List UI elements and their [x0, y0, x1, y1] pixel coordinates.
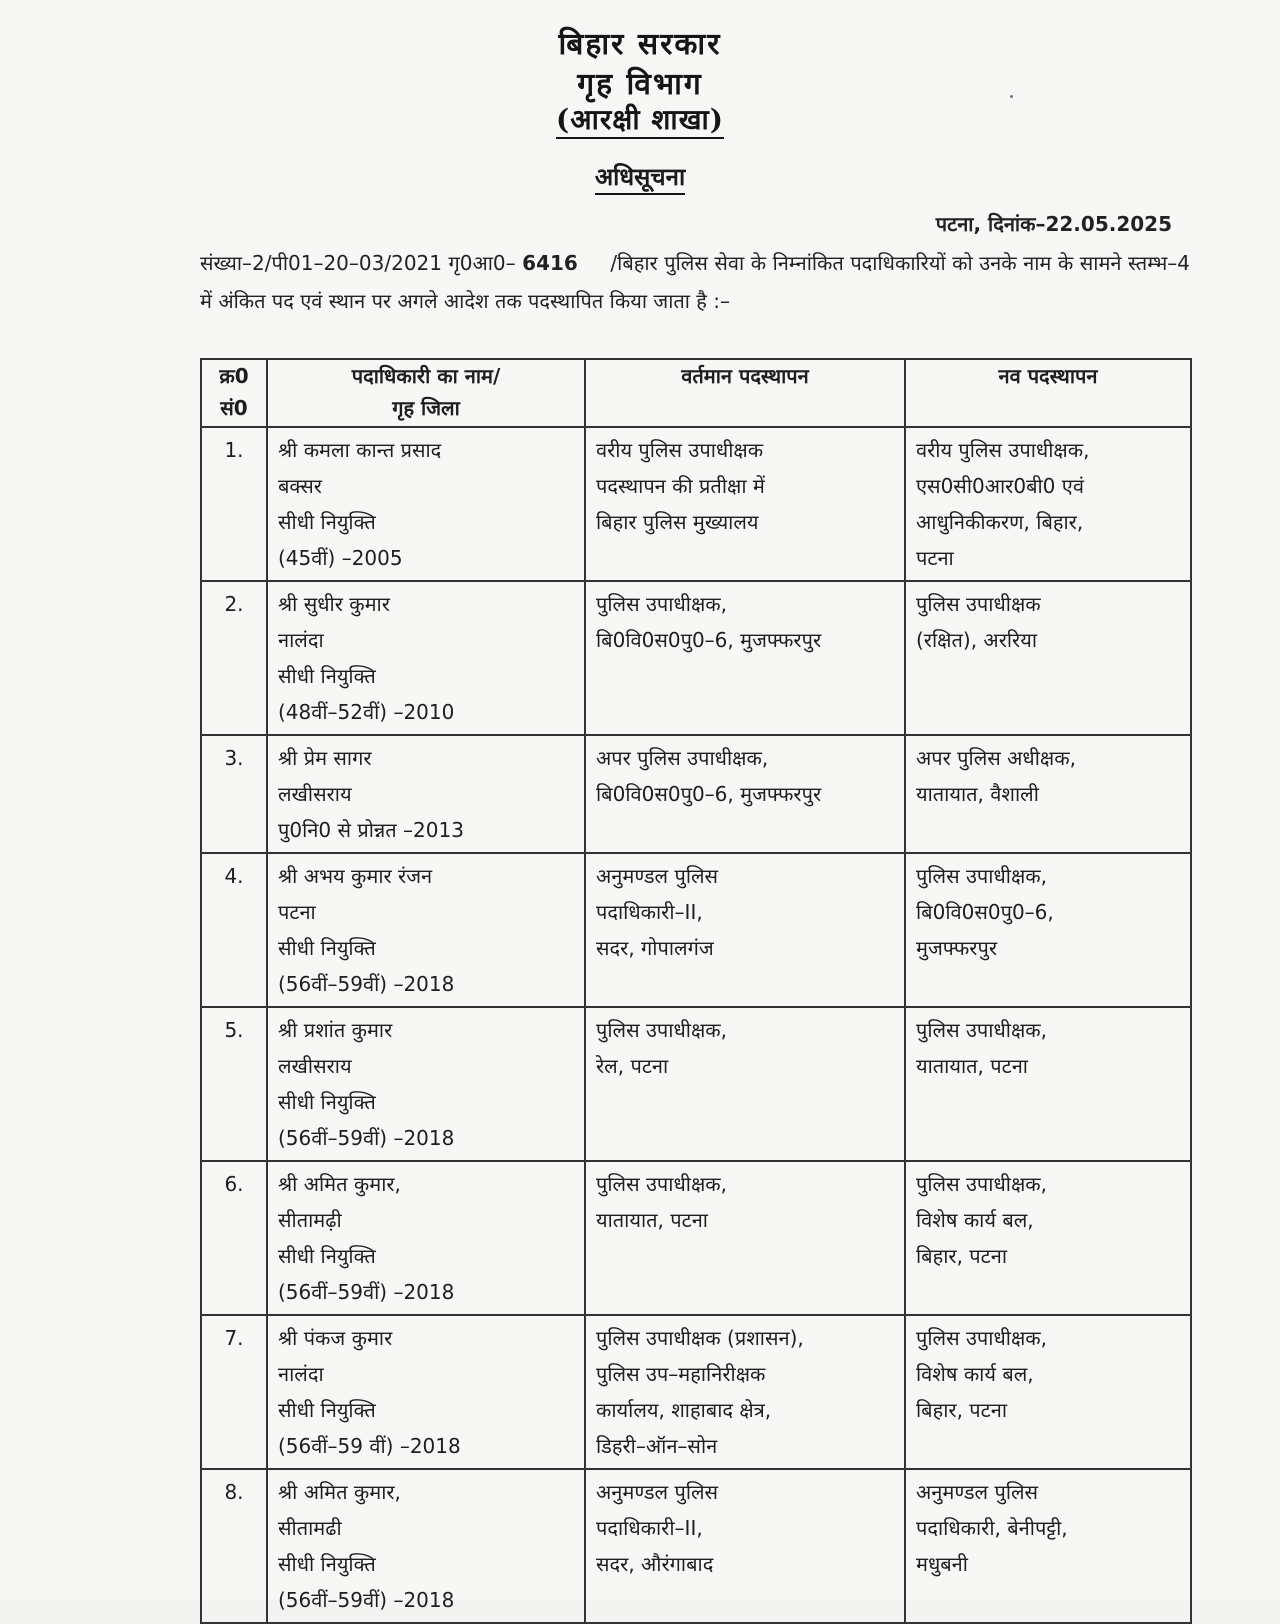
officer-name-cell — [267, 735, 585, 853]
officer-name-line: (45वीं) –2005 — [278, 546, 403, 570]
current-posting-line: बि0वि0स0पु0–6, मुजफ्फरपुर — [596, 628, 822, 652]
current-posting-cell — [585, 427, 905, 581]
header-sno — [201, 359, 267, 427]
officer-name-line: बक्सर — [278, 474, 322, 498]
officer-name-line: सीतामढी — [278, 1516, 342, 1540]
table-header-row — [201, 359, 1191, 427]
current-posting-line: पुलिस उपाधीक्षक, — [596, 1172, 728, 1196]
notification-title-text: अधिसूचना — [595, 162, 685, 195]
officer-name-line: श्री अमित कुमार, — [278, 1172, 401, 1196]
new-posting-line: पुलिस उपाधीक्षक, — [916, 1172, 1048, 1196]
new-posting-line: विशेष कार्य बल, — [916, 1362, 1034, 1386]
officer-name-line: पटना — [278, 900, 316, 924]
serial-number-cell: 8. — [201, 1469, 267, 1623]
officer-name-line: नालंदा — [278, 1362, 324, 1386]
new-posting-line: अपर पुलिस अधीक्षक, — [916, 746, 1076, 770]
officer-name-line: सीतामढ़ी — [278, 1208, 342, 1232]
new-posting-line: (रक्षित), अररिया — [916, 628, 1038, 652]
new-posting-line: पदाधिकारी, बेनीपट्टी, — [916, 1516, 1068, 1540]
officer-name-cell — [267, 1161, 585, 1315]
reference-number-prefix: संख्या–2/पी01–20–03/2021 गृ0आ0– — [200, 251, 516, 275]
table-row — [201, 853, 1191, 1007]
header-name-line: पदाधिकारी का नाम/ — [351, 364, 501, 388]
branch-title-text: (आरक्षी शाखा) — [556, 103, 724, 139]
table-row — [201, 735, 1191, 853]
reference-text: /बिहार पुलिस सेवा के निम्नांकित पदाधिकारियों को उनके नाम के सामने स्तम्भ–4 में अंकित पद एवं स्थान पर अगले आदेश तक पदस्थापित किया जाता है :– — [200, 251, 1190, 313]
officer-name-line: (48वीं–52वीं) –2010 — [278, 700, 455, 724]
table-row — [201, 1007, 1191, 1161]
officer-name-line: श्री प्रशांत कुमार — [278, 1018, 393, 1042]
current-posting-line: अनुमण्डल पुलिस — [596, 1480, 719, 1504]
header-name-line: गृह जिला — [392, 396, 460, 420]
serial-number-cell: 4. — [201, 853, 267, 1007]
new-posting-line: वरीय पुलिस उपाधीक्षक, — [916, 438, 1090, 462]
new-posting-line: बि0वि0स0पु0–6, — [916, 900, 1054, 924]
serial-number-cell: 7. — [201, 1315, 267, 1469]
current-posting-line: सदर, औरंगाबाद — [596, 1552, 714, 1576]
new-posting-line: मधुबनी — [916, 1552, 968, 1576]
current-posting-line: अपर पुलिस उपाधीक्षक, — [596, 746, 769, 770]
current-posting-line: अनुमण्डल पुलिस — [596, 864, 719, 888]
new-posting-cell — [905, 427, 1191, 581]
officer-name-line: सीधी नियुक्ति — [278, 664, 376, 688]
new-posting-cell — [905, 1315, 1191, 1469]
current-posting-line: पदाधिकारी–II, — [596, 1516, 703, 1540]
officer-name-cell — [267, 581, 585, 735]
new-posting-line: अनुमण्डल पुलिस — [916, 1480, 1039, 1504]
new-posting-line: पुलिस उपाधीक्षक — [916, 592, 1041, 616]
branch-title — [0, 100, 1280, 138]
header-new-posting — [905, 359, 1191, 427]
serial-number-cell: 6. — [201, 1161, 267, 1315]
new-posting-cell — [905, 1161, 1191, 1315]
current-posting-line: रेल, पटना — [596, 1054, 669, 1078]
officer-name-cell — [267, 853, 585, 1007]
officer-name-line: श्री अभय कुमार रंजन — [278, 864, 433, 888]
table-row — [201, 581, 1191, 735]
officer-name-cell — [267, 1007, 585, 1161]
officer-name-line: (56वीं–59वीं) –2018 — [278, 1588, 455, 1612]
officer-name-line: (56वीं–59वीं) –2018 — [278, 1280, 455, 1304]
header-current-posting — [585, 359, 905, 427]
new-posting-line: एस0सी0आर0बी0 एवं — [916, 474, 1084, 498]
new-posting-line: पटना — [916, 546, 954, 570]
new-posting-line: बिहार, पटना — [916, 1398, 1008, 1422]
officer-name-line: लखीसराय — [278, 1054, 352, 1078]
officer-name-line: सीधी नियुक्ति — [278, 1244, 376, 1268]
officer-name-line: श्री सुधीर कुमार — [278, 592, 390, 616]
officer-name-line: नालंदा — [278, 628, 324, 652]
new-posting-cell — [905, 853, 1191, 1007]
officer-name-cell — [267, 427, 585, 581]
current-posting-line: वरीय पुलिस उपाधीक्षक — [596, 438, 764, 462]
current-posting-line: पुलिस उपाधीक्षक (प्रशासन), — [596, 1326, 804, 1350]
new-posting-line: मुजफ्फरपुर — [916, 936, 997, 960]
new-posting-line: बिहार, पटना — [916, 1244, 1008, 1268]
officer-name-line: सीधी नियुक्ति — [278, 1552, 376, 1576]
header-current-line: वर्तमान पदस्थापन — [681, 364, 809, 388]
officer-name-line: सीधी नियुक्ति — [278, 1090, 376, 1114]
serial-number-cell: 3. — [201, 735, 267, 853]
serial-number-cell: 5. — [201, 1007, 267, 1161]
current-posting-line: पुलिस उपाधीक्षक, — [596, 1018, 728, 1042]
officer-name-line: श्री कमला कान्त प्रसाद — [278, 438, 442, 462]
officer-name-line: (56वीं–59 वीं) –2018 — [278, 1434, 461, 1458]
current-posting-line: बिहार पुलिस मुख्यालय — [596, 510, 759, 534]
new-posting-line: यातायात, पटना — [916, 1054, 1028, 1078]
postings-table — [200, 358, 1192, 1624]
current-posting-cell — [585, 735, 905, 853]
serial-number-cell: 1. — [201, 427, 267, 581]
reference-number: 6416 — [522, 251, 578, 275]
current-posting-line: यातायात, पटना — [596, 1208, 708, 1232]
notification-title — [0, 160, 1280, 193]
new-posting-line: विशेष कार्य बल, — [916, 1208, 1034, 1232]
officer-name-line: श्री प्रेम सागर — [278, 746, 372, 770]
header-name — [267, 359, 585, 427]
officer-name-line: सीधी नियुक्ति — [278, 1398, 376, 1422]
officer-name-line: (56वीं–59वीं) –2018 — [278, 972, 455, 996]
header-new-line: नव पदस्थापन — [998, 364, 1098, 388]
govt-title: बिहार सरकार — [558, 27, 722, 62]
scan-speck — [1010, 95, 1013, 98]
current-posting-cell — [585, 581, 905, 735]
reference-paragraph — [200, 244, 1190, 320]
current-posting-cell — [585, 1007, 905, 1161]
current-posting-cell — [585, 853, 905, 1007]
header-sno-line: क्र0 — [219, 364, 249, 388]
current-posting-line: कार्यालय, शाहाबाद क्षेत्र, — [596, 1398, 772, 1422]
new-posting-line: पुलिस उपाधीक्षक, — [916, 864, 1048, 888]
new-posting-cell — [905, 581, 1191, 735]
department-title: गृह विभाग — [577, 67, 703, 102]
current-posting-line: डिहरी–ऑन–सोन — [596, 1434, 718, 1458]
current-posting-line: पदस्थापन की प्रतीक्षा में — [596, 474, 765, 498]
current-posting-line: बि0वि0स0पु0–6, मुजफ्फरपुर — [596, 782, 822, 806]
officer-name-line: सीधी नियुक्ति — [278, 936, 376, 960]
table-row — [201, 1161, 1191, 1315]
new-posting-cell — [905, 735, 1191, 853]
current-posting-cell — [585, 1315, 905, 1469]
current-posting-line: पदाधिकारी–II, — [596, 900, 703, 924]
officer-name-line: श्री पंकज कुमार — [278, 1326, 393, 1350]
officer-name-line: लखीसराय — [278, 782, 352, 806]
officer-name-line: (56वीं–59वीं) –2018 — [278, 1126, 455, 1150]
date-line: पटना, दिनांक–22.05.2025 — [935, 212, 1172, 236]
current-posting-cell — [585, 1161, 905, 1315]
officer-name-line: पु0नि0 से प्रोन्नत –2013 — [278, 818, 464, 842]
serial-number-cell: 2. — [201, 581, 267, 735]
new-posting-line: यातायात, वैशाली — [916, 782, 1039, 806]
header-sno-line: सं0 — [220, 396, 248, 420]
officer-name-line: सीधी नियुक्ति — [278, 510, 376, 534]
table-row — [201, 427, 1191, 581]
current-posting-line: पुलिस उपाधीक्षक, — [596, 592, 728, 616]
new-posting-line: आधुनिकीकरण, बिहार, — [916, 510, 1084, 534]
current-posting-line: पुलिस उप–महानिरीक्षक — [596, 1362, 766, 1386]
new-posting-cell — [905, 1007, 1191, 1161]
new-posting-line: पुलिस उपाधीक्षक, — [916, 1326, 1048, 1350]
new-posting-line: पुलिस उपाधीक्षक, — [916, 1018, 1048, 1042]
officer-name-line: श्री अमित कुमार, — [278, 1480, 401, 1504]
current-posting-line: सदर, गोपालगंज — [596, 936, 714, 960]
table-row — [201, 1315, 1191, 1469]
officer-name-cell — [267, 1315, 585, 1469]
